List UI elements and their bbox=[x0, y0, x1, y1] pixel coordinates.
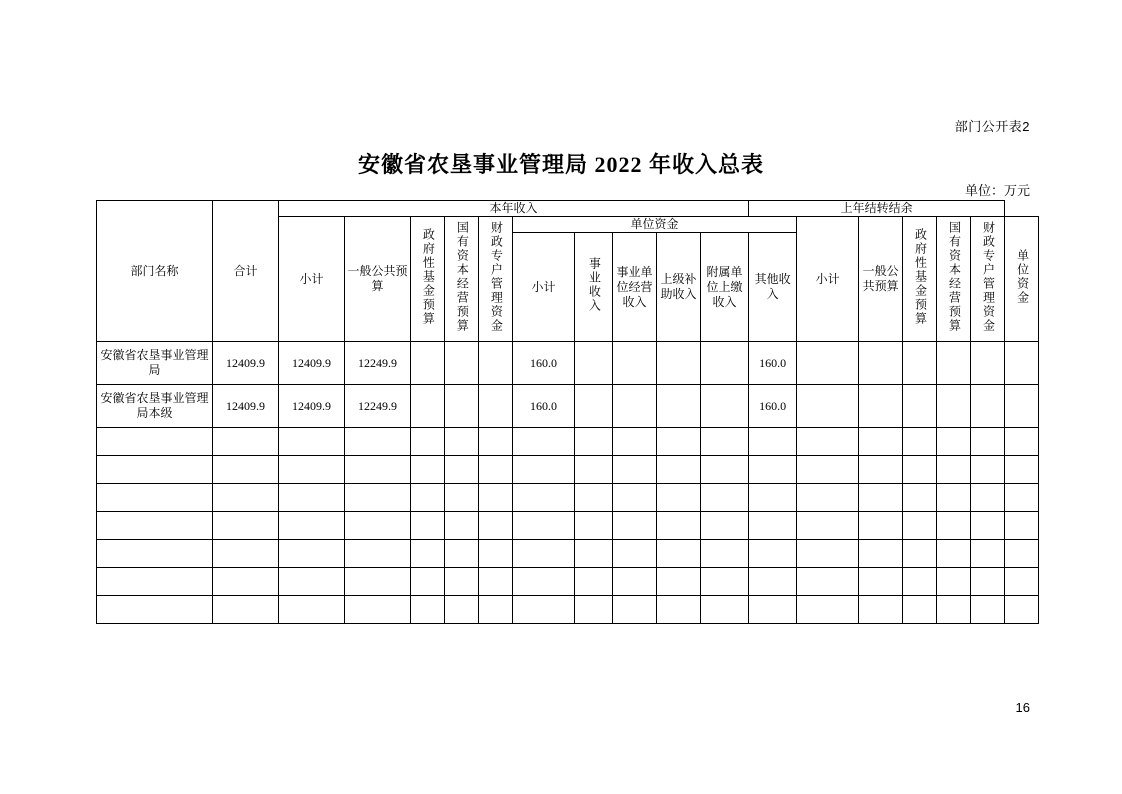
cell-cy-gov-fund bbox=[411, 342, 445, 385]
cell-cy-gov-fund bbox=[411, 385, 445, 428]
cell-empty bbox=[749, 596, 797, 624]
cell-empty bbox=[657, 512, 701, 540]
cell-empty bbox=[971, 456, 1005, 484]
cell-py-state-capital bbox=[937, 385, 971, 428]
cell-empty bbox=[479, 568, 513, 596]
table-row-empty bbox=[97, 456, 1039, 484]
cell-py-unit-funds bbox=[1005, 385, 1039, 428]
header-py-general-public-budget: 一般公共预算 bbox=[859, 217, 903, 342]
cell-py-fiscal-special bbox=[971, 385, 1005, 428]
header-py-gov-fund-budget bbox=[903, 217, 937, 342]
cell-py-general bbox=[859, 342, 903, 385]
cell-py-gov-fund bbox=[903, 385, 937, 428]
cell-cy-subtotal: 12409.9 bbox=[279, 385, 345, 428]
table-row bbox=[97, 342, 1039, 385]
cell-empty bbox=[97, 484, 213, 512]
cell-empty bbox=[445, 456, 479, 484]
header-uf-business-operation-income: 事业单位经营收入 bbox=[613, 233, 657, 342]
cell-empty bbox=[657, 428, 701, 456]
cell-empty bbox=[859, 540, 903, 568]
cell-empty bbox=[701, 428, 749, 456]
cell-empty bbox=[445, 568, 479, 596]
cell-empty bbox=[859, 456, 903, 484]
cell-empty bbox=[575, 484, 613, 512]
cell-empty bbox=[513, 596, 575, 624]
cell-empty bbox=[859, 512, 903, 540]
cell-empty bbox=[445, 512, 479, 540]
cell-empty bbox=[937, 596, 971, 624]
header-uf-business-income-text: 事业收入 bbox=[587, 257, 602, 313]
header-cy-fiscal-special-funds bbox=[479, 217, 513, 342]
cell-empty bbox=[749, 512, 797, 540]
cell-empty bbox=[411, 428, 445, 456]
cell-empty bbox=[1005, 568, 1039, 596]
cell-empty bbox=[903, 540, 937, 568]
table-row-empty bbox=[97, 484, 1039, 512]
cell-empty bbox=[971, 484, 1005, 512]
cell-empty bbox=[701, 540, 749, 568]
cell-empty bbox=[97, 428, 213, 456]
cell-empty bbox=[97, 540, 213, 568]
cell-uf-affiliated bbox=[701, 342, 749, 385]
cell-cy-state-capital bbox=[445, 342, 479, 385]
cell-empty bbox=[971, 428, 1005, 456]
header-py-state-capital-budget-text: 国有资本经营预算 bbox=[947, 221, 962, 333]
cell-empty bbox=[903, 456, 937, 484]
table-row bbox=[97, 385, 1039, 428]
cell-empty bbox=[411, 540, 445, 568]
cell-total: 12409.9 bbox=[213, 385, 279, 428]
cell-empty bbox=[97, 456, 213, 484]
header-cy-state-capital-budget-text: 国有资本经营预算 bbox=[455, 221, 470, 333]
cell-empty bbox=[411, 456, 445, 484]
cell-empty bbox=[797, 540, 859, 568]
cell-empty bbox=[279, 456, 345, 484]
cell-empty bbox=[903, 596, 937, 624]
table-row-empty bbox=[97, 596, 1039, 624]
cell-empty bbox=[345, 456, 411, 484]
cell-empty bbox=[411, 512, 445, 540]
header-dept-name: 部门名称 bbox=[97, 201, 213, 342]
cell-empty bbox=[657, 568, 701, 596]
cell-empty bbox=[445, 540, 479, 568]
cell-py-fiscal-special bbox=[971, 342, 1005, 385]
cell-empty bbox=[749, 456, 797, 484]
header-py-gov-fund-budget-text: 政府性基金预算 bbox=[913, 228, 928, 326]
cell-empty bbox=[445, 428, 479, 456]
cell-uf-superior bbox=[657, 342, 701, 385]
cell-empty bbox=[1005, 484, 1039, 512]
header-py-fiscal-special-funds-text: 财政专户管理资金 bbox=[981, 221, 996, 333]
cell-empty bbox=[213, 512, 279, 540]
cell-empty bbox=[97, 596, 213, 624]
cell-empty bbox=[613, 512, 657, 540]
header-total: 合计 bbox=[213, 201, 279, 342]
cell-empty bbox=[613, 568, 657, 596]
cell-empty bbox=[859, 484, 903, 512]
cell-empty bbox=[513, 512, 575, 540]
cell-empty bbox=[971, 568, 1005, 596]
cell-cy-state-capital bbox=[445, 385, 479, 428]
cell-uf-business-op bbox=[613, 342, 657, 385]
header-cy-fiscal-special-funds-text: 财政专户管理资金 bbox=[489, 221, 504, 333]
table-row-empty bbox=[97, 428, 1039, 456]
cell-empty bbox=[575, 512, 613, 540]
cell-empty bbox=[279, 512, 345, 540]
cell-empty bbox=[575, 568, 613, 596]
cell-empty bbox=[479, 512, 513, 540]
page-number: 16 bbox=[1015, 700, 1030, 715]
cell-empty bbox=[575, 596, 613, 624]
cell-empty bbox=[345, 540, 411, 568]
cell-empty bbox=[279, 540, 345, 568]
cell-empty bbox=[903, 428, 937, 456]
cell-uf-affiliated bbox=[701, 385, 749, 428]
cell-empty bbox=[701, 512, 749, 540]
cell-empty bbox=[575, 540, 613, 568]
cell-uf-subtotal: 160.0 bbox=[513, 385, 575, 428]
cell-empty bbox=[1005, 596, 1039, 624]
cell-empty bbox=[937, 456, 971, 484]
income-summary-table bbox=[96, 200, 1039, 624]
cell-empty bbox=[797, 484, 859, 512]
cell-uf-subtotal: 160.0 bbox=[513, 342, 575, 385]
cell-empty bbox=[479, 596, 513, 624]
cell-py-subtotal bbox=[797, 385, 859, 428]
cell-empty bbox=[903, 568, 937, 596]
cell-empty bbox=[513, 456, 575, 484]
cell-uf-business-op bbox=[613, 385, 657, 428]
cell-empty bbox=[445, 484, 479, 512]
cell-empty bbox=[575, 428, 613, 456]
cell-empty bbox=[213, 484, 279, 512]
form-code-label: 部门公开表2 bbox=[954, 119, 1030, 134]
cell-empty bbox=[213, 428, 279, 456]
cell-empty bbox=[701, 596, 749, 624]
header-cy-gov-fund-budget bbox=[411, 217, 445, 342]
header-py-unit-funds bbox=[1005, 217, 1039, 342]
cell-empty bbox=[937, 484, 971, 512]
cell-cy-fiscal-special bbox=[479, 385, 513, 428]
cell-empty bbox=[657, 540, 701, 568]
cell-empty bbox=[971, 512, 1005, 540]
table-row-empty bbox=[97, 568, 1039, 596]
cell-py-gov-fund bbox=[903, 342, 937, 385]
cell-empty bbox=[937, 540, 971, 568]
cell-empty bbox=[749, 484, 797, 512]
header-current-year-income: 本年收入 bbox=[279, 201, 749, 217]
cell-empty bbox=[213, 568, 279, 596]
table-header-row-1 bbox=[97, 201, 1039, 217]
cell-empty bbox=[797, 512, 859, 540]
header-uf-affiliated-unit-contribution: 附属单位上缴收入 bbox=[701, 233, 749, 342]
cell-empty bbox=[513, 540, 575, 568]
cell-empty bbox=[657, 596, 701, 624]
cell-dept-name: 安徽省农垦事业管理局本级 bbox=[97, 385, 213, 428]
header-py-fiscal-special-funds bbox=[971, 217, 1005, 342]
header-uf-superior-subsidy-income: 上级补助收入 bbox=[657, 233, 701, 342]
cell-empty bbox=[613, 456, 657, 484]
cell-empty bbox=[1005, 512, 1039, 540]
cell-empty bbox=[797, 456, 859, 484]
cell-empty bbox=[279, 596, 345, 624]
cell-empty bbox=[513, 568, 575, 596]
table-row-empty bbox=[97, 540, 1039, 568]
cell-py-subtotal bbox=[797, 342, 859, 385]
cell-empty bbox=[97, 568, 213, 596]
cell-empty bbox=[213, 540, 279, 568]
cell-uf-business bbox=[575, 385, 613, 428]
cell-empty bbox=[613, 540, 657, 568]
page-title: 安徽省农垦事业管理局 2022 年收入总表 bbox=[357, 152, 764, 177]
cell-empty bbox=[345, 596, 411, 624]
income-summary-table-wrapper bbox=[96, 200, 1030, 624]
cell-empty bbox=[937, 512, 971, 540]
cell-py-unit-funds bbox=[1005, 342, 1039, 385]
cell-empty bbox=[797, 568, 859, 596]
cell-empty bbox=[279, 484, 345, 512]
cell-uf-other: 160.0 bbox=[749, 342, 797, 385]
cell-empty bbox=[513, 428, 575, 456]
cell-empty bbox=[345, 484, 411, 512]
cell-empty bbox=[479, 428, 513, 456]
cell-total: 12409.9 bbox=[213, 342, 279, 385]
header-cy-gov-fund-budget-text: 政府性基金预算 bbox=[421, 228, 436, 326]
cell-cy-general: 12249.9 bbox=[345, 342, 411, 385]
cell-empty bbox=[749, 540, 797, 568]
cell-empty bbox=[479, 484, 513, 512]
header-cy-general-public-budget: 一般公共预算 bbox=[345, 217, 411, 342]
cell-empty bbox=[797, 428, 859, 456]
cell-empty bbox=[575, 456, 613, 484]
cell-empty bbox=[279, 568, 345, 596]
header-py-subtotal: 小计 bbox=[797, 217, 859, 342]
header-unit-funds: 单位资金 bbox=[513, 217, 797, 233]
cell-empty bbox=[797, 596, 859, 624]
cell-empty bbox=[411, 484, 445, 512]
cell-empty bbox=[657, 484, 701, 512]
cell-empty bbox=[613, 596, 657, 624]
cell-empty bbox=[971, 596, 1005, 624]
header-cy-subtotal: 小计 bbox=[279, 217, 345, 342]
header-uf-business-income bbox=[575, 233, 613, 342]
cell-uf-business bbox=[575, 342, 613, 385]
header-prior-year-carryover: 上年结转结余 bbox=[749, 201, 1005, 217]
header-uf-subtotal: 小计 bbox=[513, 233, 575, 342]
cell-empty bbox=[345, 512, 411, 540]
cell-empty bbox=[1005, 428, 1039, 456]
cell-empty bbox=[903, 512, 937, 540]
cell-empty bbox=[937, 568, 971, 596]
cell-empty bbox=[1005, 456, 1039, 484]
cell-empty bbox=[345, 428, 411, 456]
cell-empty bbox=[701, 456, 749, 484]
cell-empty bbox=[479, 456, 513, 484]
cell-empty bbox=[213, 596, 279, 624]
cell-empty bbox=[749, 428, 797, 456]
cell-empty bbox=[513, 484, 575, 512]
cell-empty bbox=[613, 484, 657, 512]
header-uf-other-income: 其他收入 bbox=[749, 233, 797, 342]
cell-empty bbox=[479, 540, 513, 568]
cell-empty bbox=[657, 456, 701, 484]
cell-empty bbox=[345, 568, 411, 596]
cell-empty bbox=[859, 596, 903, 624]
cell-cy-general: 12249.9 bbox=[345, 385, 411, 428]
cell-empty bbox=[279, 428, 345, 456]
unit-note: 单位：万元 bbox=[964, 183, 1030, 198]
cell-cy-fiscal-special bbox=[479, 342, 513, 385]
cell-empty bbox=[445, 596, 479, 624]
cell-empty bbox=[937, 428, 971, 456]
cell-py-general bbox=[859, 385, 903, 428]
table-row-empty bbox=[97, 512, 1039, 540]
cell-py-state-capital bbox=[937, 342, 971, 385]
cell-cy-subtotal: 12409.9 bbox=[279, 342, 345, 385]
cell-empty bbox=[903, 484, 937, 512]
header-py-unit-funds-text: 单位资金 bbox=[1015, 249, 1030, 305]
cell-empty bbox=[213, 456, 279, 484]
cell-empty bbox=[971, 540, 1005, 568]
blank-rows-body bbox=[97, 428, 1039, 624]
cell-empty bbox=[97, 512, 213, 540]
cell-empty bbox=[701, 484, 749, 512]
cell-empty bbox=[701, 568, 749, 596]
cell-uf-other: 160.0 bbox=[749, 385, 797, 428]
cell-empty bbox=[613, 428, 657, 456]
cell-uf-superior bbox=[657, 385, 701, 428]
cell-empty bbox=[411, 596, 445, 624]
cell-dept-name: 安徽省农垦事业管理局 bbox=[97, 342, 213, 385]
cell-empty bbox=[1005, 540, 1039, 568]
cell-empty bbox=[859, 428, 903, 456]
cell-empty bbox=[749, 568, 797, 596]
header-cy-state-capital-budget bbox=[445, 217, 479, 342]
cell-empty bbox=[411, 568, 445, 596]
header-py-state-capital-budget bbox=[937, 217, 971, 342]
cell-empty bbox=[859, 568, 903, 596]
